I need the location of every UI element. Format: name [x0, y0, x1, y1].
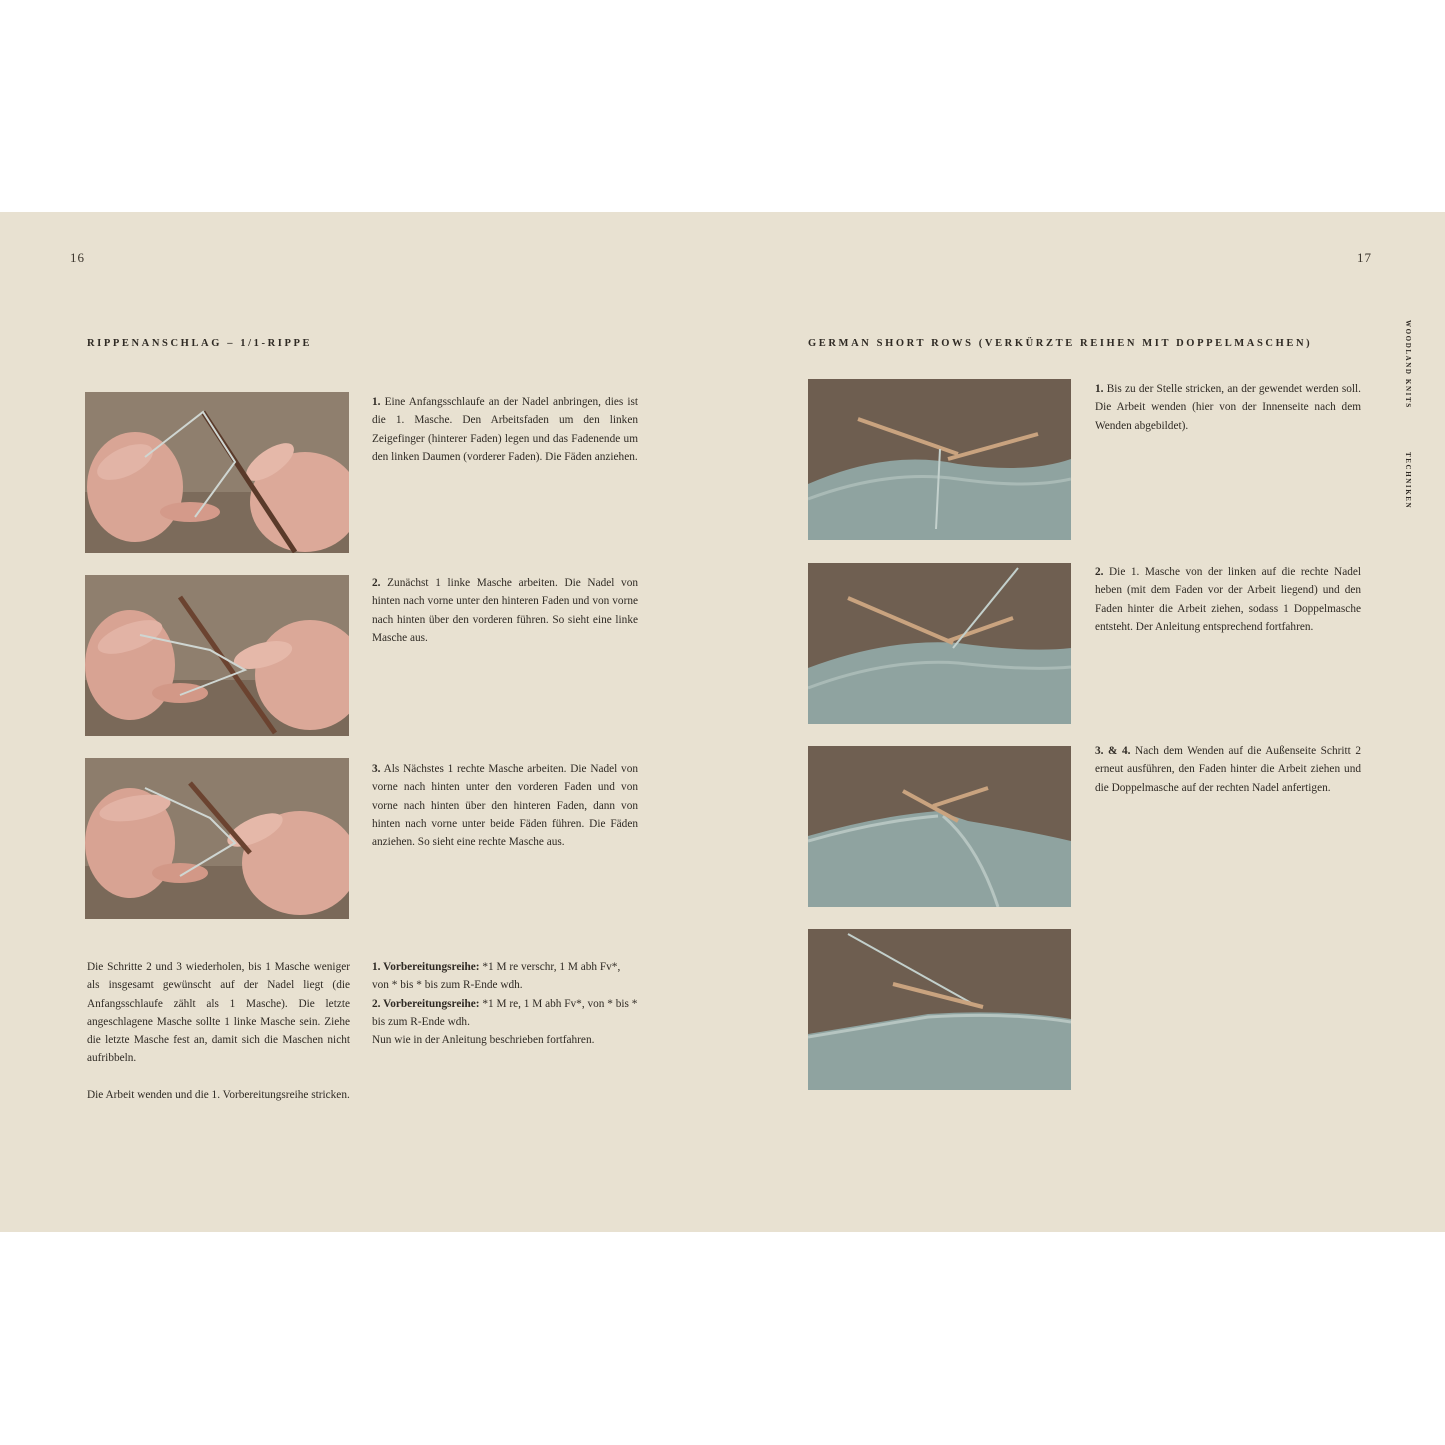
- right-heading: GERMAN SHORT ROWS (VERKÜRZTE REIHEN MIT DOPPELMASCHEN): [808, 338, 1313, 349]
- hands-photo-step-2: [85, 575, 349, 736]
- side-label-techniken: TECHNIKEN: [1404, 452, 1412, 510]
- left-step-1: 1. Eine Anfangsschlaufe an der Nadel anbringen, dies ist die 1. Masche. Den Arbeitsfaden um den linken Zeigefinger (hinterer Faden) legen und das Fadenende um den linken Daumen (vorderer Faden). Die Fäden anziehen.: [372, 396, 638, 463]
- knitting-photo-step-3: [808, 746, 1071, 907]
- hands-photo-step-3: [85, 758, 349, 919]
- preparation-row-2: 2. Vorbereitungsreihe: *1 M re, 1 M abh Fv*, von * bis * bis zum R-Ende wdh.: [372, 997, 638, 1028]
- side-label-woodland-knits: WOODLAND KNITS: [1404, 320, 1412, 409]
- book-spread: [0, 212, 1445, 1232]
- page-number-right: 17: [1357, 250, 1372, 265]
- knitting-photo-step-1: [808, 379, 1071, 540]
- right-step-1: 1. Bis zu der Stelle stricken, an der gewendet werden soll. Die Arbeit wenden (hier von der Innenseite nach dem Wenden abgebildet).: [1095, 383, 1361, 432]
- right-step-2: 2. Die 1. Masche von der linken auf die rechte Nadel heben (mit dem Faden vor der Arbeit liegend) und den Faden hinter die Arbeit ziehen, sodass 1 Doppelmasche entsteht. Der Anleitung entsprechend fortfahren.: [1095, 566, 1362, 633]
- hands-photo-step-1: [85, 392, 349, 553]
- left-step-2: 2. Zunächst 1 linke Masche arbeiten. Die Nadel von hinten nach vorne unter den hinteren Faden und von vorne nach hinten über den vorderen führen. So sieht eine linke Masche aus.: [372, 577, 639, 644]
- preparation-row-1: 1. Vorbereitungsreihe: *1 M re verschr, 1 M abh Fv*, von * bis * bis zum R-Ende wdh.: [372, 961, 621, 992]
- left-note-2: Die Arbeit wenden und die 1. Vorbereitungsreihe stricken.: [87, 1088, 350, 1101]
- left-heading: RIPPENANSCHLAG – 1/1-RIPPE: [87, 338, 313, 349]
- preparation-closing: Nun wie in der Anleitung beschrieben fortfahren.: [372, 1034, 595, 1047]
- left-step-3: 3. Als Nächstes 1 rechte Masche arbeiten. Die Nadel von vorne nach hinten unter den vorderen Faden und von vorne nach hinten über den hinteren Faden, dann von hinten nach vorne unter beide Fäden führen. Die Fäden anziehen. So sieht eine rechte Masche aus.: [372, 763, 638, 849]
- knitting-photo-step-2: [808, 563, 1071, 724]
- left-notes: [87, 958, 350, 1104]
- left-note-1: Die Schritte 2 und 3 wiederholen, bis 1 Masche weniger als insgesamt gewünscht auf der Nadel liegt (die Anfangsschlaufe zählt als 1 Masche). Die letzte angeschlagene Masche sollte 1 linke Masche sein. Ziehe die letzte Masche fest an, damit sich die Maschen nicht aufribbeln.: [87, 961, 350, 1065]
- page-number-left: 16: [70, 250, 85, 265]
- right-step-3-and-4: 3. & 4. Nach dem Wenden auf die Außenseite Schritt 2 erneut ausführen, den Faden hinter die Arbeit ziehen und die Doppelmasche auf der rechten Nadel anfertigen.: [1095, 745, 1361, 794]
- preparation-rows: [372, 958, 638, 1049]
- knitting-photo-step-4: [808, 929, 1071, 1090]
